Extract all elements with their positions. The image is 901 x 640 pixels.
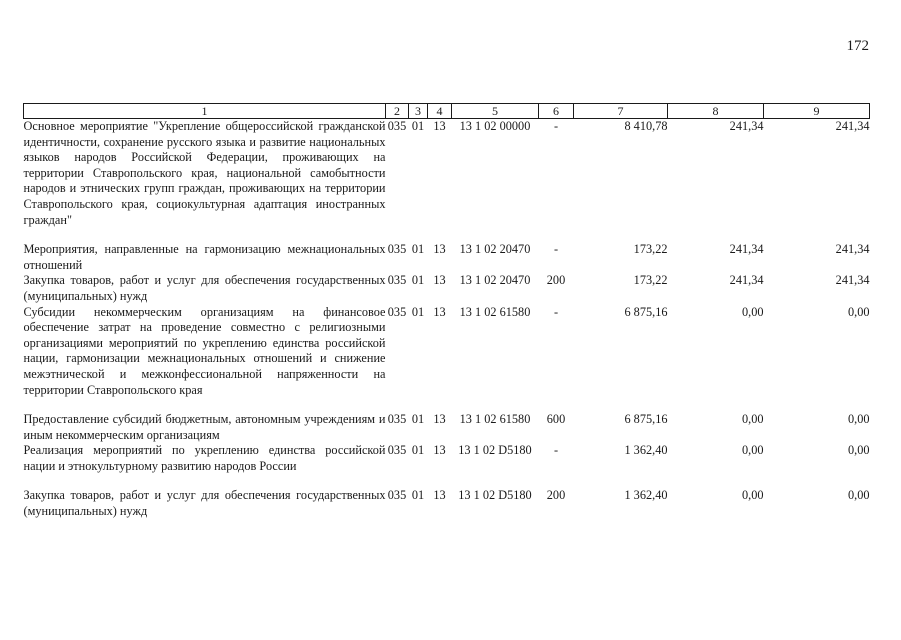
row-name: Предоставление субсидий бюджетным, автономным учреждениям и иным некоммерческим организациям	[23, 412, 386, 442]
table-header-row	[24, 104, 870, 119]
table-row	[24, 412, 870, 443]
expense-type-code: 600	[546, 412, 566, 427]
amount-col9: 0,00	[847, 488, 870, 503]
ministry-code: 035	[387, 443, 407, 458]
row-name: Закупка товаров, работ и услуг для обеспечения государственных (муниципальных) нужд	[23, 488, 386, 519]
table-row	[24, 273, 870, 304]
target-article-code: 13 1 02 61580	[459, 304, 531, 319]
subsection-code: 13	[433, 443, 446, 458]
amount-col7: 1 362,40	[624, 443, 668, 458]
amount-col8: 0,00	[741, 304, 764, 319]
subsection-code: 13	[433, 242, 446, 257]
amount-col9: 0,00	[847, 304, 870, 319]
row-name: Реализация мероприятий по укреплению единства российской нации и этнокультурному развитию народов России	[23, 443, 386, 473]
subsection-code: 13	[433, 273, 446, 288]
section-code: 01	[411, 304, 425, 319]
column-header: 8	[668, 104, 764, 119]
row-name: Субсидии некоммерческим организациям на финансовое обеспечение затрат на проведение совместно с религиозными организациями мероприятий по укреплению единства российской нации, гармонизации межнациональных отношений и снижение межэтнической и межконфессиональной напряженности на территории Ставропольского края	[23, 304, 386, 397]
section-code: 01	[411, 412, 425, 427]
expense-type-code: -	[553, 304, 559, 319]
ministry-code: 035	[387, 242, 407, 257]
amount-col9: 0,00	[847, 412, 870, 427]
amount-col9: 241,34	[835, 273, 870, 288]
column-header: 2	[386, 104, 409, 119]
expense-type-code: 200	[546, 273, 566, 288]
target-article-code: 13 1 02 20470	[459, 242, 531, 257]
section-code: 01	[411, 443, 425, 458]
amount-col7: 173,22	[633, 242, 668, 257]
row-name: Мероприятия, направленные на гармонизацию межнациональных отношений	[23, 242, 386, 272]
row-name: Основное мероприятие "Укрепление общероссийской гражданской идентичности, сохранение русского языка и развитие национальных языков народов Российской Федерации, проживающих на территории Ставропольского края, национальной самобытности народов и этнических групп граждан, проживающих на территории Ставропольского края, социокультурная адаптация иностранных граждан"	[23, 119, 386, 227]
section-code: 01	[411, 273, 425, 288]
subsection-code: 13	[433, 412, 446, 427]
amount-col7: 1 362,40	[624, 488, 668, 503]
subsection-code: 13	[433, 119, 446, 133]
column-header: 9	[764, 104, 870, 119]
ministry-code: 035	[387, 412, 407, 427]
section-code: 01	[411, 119, 425, 133]
amount-col8: 0,00	[741, 488, 764, 503]
table-row	[24, 242, 870, 273]
column-header: 7	[574, 104, 668, 119]
amount-col7: 8 410,78	[624, 119, 668, 133]
amount-col8: 0,00	[741, 412, 764, 427]
ministry-code: 035	[387, 488, 407, 503]
table-row	[24, 305, 870, 399]
expense-type-code: -	[553, 242, 559, 257]
amount-col7: 6 875,16	[624, 412, 668, 427]
expense-type-code: -	[553, 119, 559, 133]
amount-col9: 0,00	[847, 443, 870, 458]
target-article-code: 13 1 02 20470	[459, 273, 531, 288]
table-row	[24, 119, 870, 229]
ministry-code: 035	[387, 119, 407, 133]
amount-col7: 6 875,16	[624, 304, 668, 319]
expense-type-code: -	[553, 443, 559, 458]
table-row	[24, 443, 870, 474]
table-row	[24, 488, 870, 519]
ministry-code: 035	[387, 304, 407, 319]
amount-col9: 241,34	[835, 119, 870, 133]
column-header: 4	[428, 104, 452, 119]
amount-col8: 241,34	[729, 119, 764, 133]
column-header: 5	[452, 104, 539, 119]
target-article-code: 13 1 02 00000	[459, 119, 531, 133]
subsection-code: 13	[433, 304, 446, 319]
section-code: 01	[411, 242, 425, 257]
page-number: 172	[846, 38, 869, 54]
section-code: 01	[411, 488, 425, 503]
target-article-code: 13 1 02 61580	[459, 412, 531, 427]
row-name: Закупка товаров, работ и услуг для обеспечения государственных (муниципальных) нужд	[23, 273, 386, 303]
amount-col8: 241,34	[729, 273, 764, 288]
column-header: 6	[539, 104, 574, 119]
target-article-code: 13 1 02 D5180	[458, 443, 532, 458]
amount-col8: 0,00	[741, 443, 764, 458]
ministry-code: 035	[387, 273, 407, 288]
amount-col9: 241,34	[835, 242, 870, 257]
column-header: 1	[24, 104, 386, 119]
expense-type-code: 200	[546, 488, 566, 503]
column-header: 3	[409, 104, 428, 119]
amount-col8: 241,34	[729, 242, 764, 257]
amount-col7: 173,22	[633, 273, 668, 288]
budget-table	[23, 103, 870, 520]
target-article-code: 13 1 02 D5180	[458, 488, 532, 503]
subsection-code: 13	[433, 488, 446, 503]
